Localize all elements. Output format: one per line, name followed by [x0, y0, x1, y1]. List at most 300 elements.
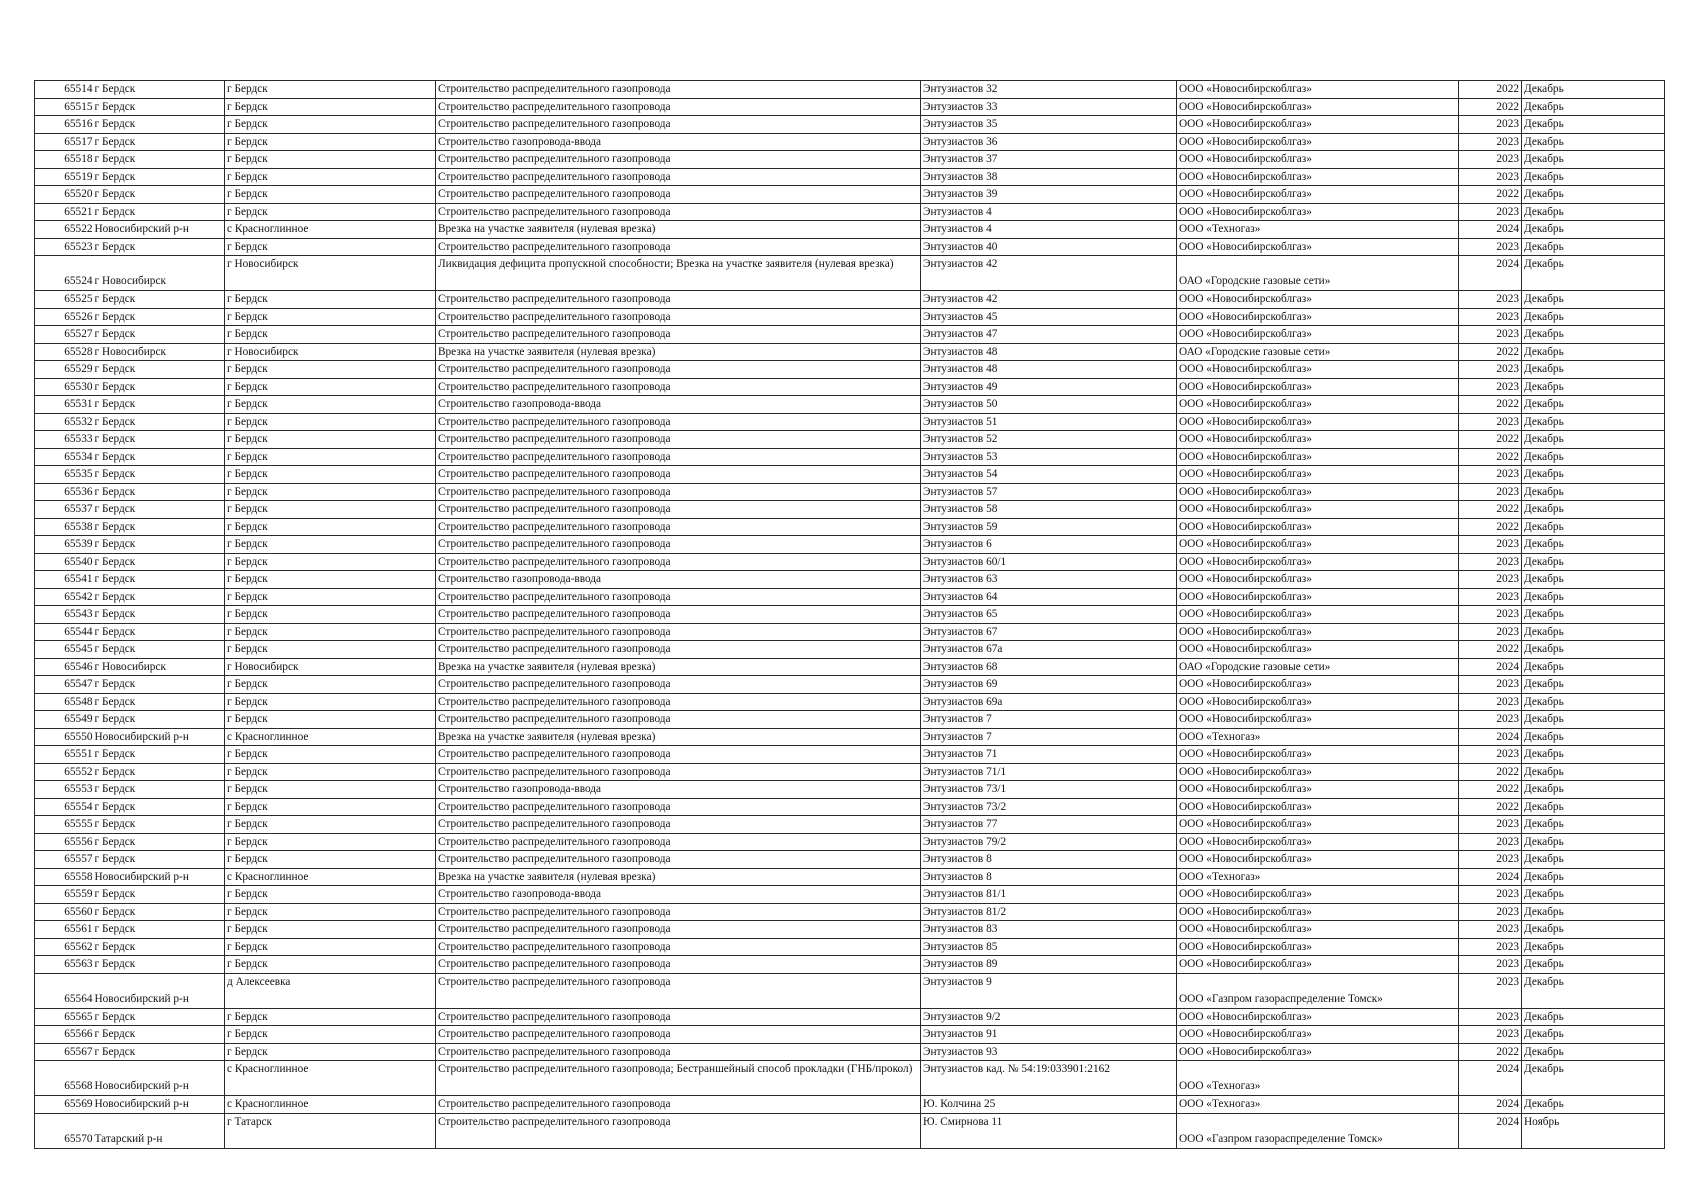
work-type-cell: Строительство распределительного газопровода: [436, 763, 921, 781]
row-id: 65524: [35, 256, 94, 291]
work-type-cell: Строительство распределительного газопровода: [436, 903, 921, 921]
address-cell: Энтузиастов 57: [921, 483, 1177, 501]
organization-cell: ООО «Новосибирскоблгаз»: [1177, 308, 1459, 326]
address-cell: Энтузиастов 36: [921, 133, 1177, 151]
table-row: [35, 151, 1665, 169]
locality-cell: г Бердск: [225, 903, 436, 921]
organization-cell: ООО «Новосибирскоблгаз»: [1177, 938, 1459, 956]
locality-cell: г Бердск: [225, 168, 436, 186]
year-cell: 2024: [1459, 868, 1522, 886]
row-id: 65555: [35, 816, 94, 834]
year-cell: 2023: [1459, 168, 1522, 186]
row-id: 65534: [35, 448, 94, 466]
table-row: [35, 973, 1665, 1008]
address-cell: Энтузиастов 52: [921, 431, 1177, 449]
row-id: 65570: [35, 1113, 94, 1148]
district-cell: г Бердск: [94, 308, 225, 326]
address-cell: Энтузиастов 7: [921, 728, 1177, 746]
year-cell: 2023: [1459, 553, 1522, 571]
address-cell: Энтузиастов 93: [921, 1043, 1177, 1061]
organization-cell: ООО «Новосибирскоблгаз»: [1177, 133, 1459, 151]
year-cell: 2023: [1459, 536, 1522, 554]
work-type-cell: Строительство распределительного газопровода: [436, 151, 921, 169]
year-cell: 2023: [1459, 361, 1522, 379]
row-id: 65566: [35, 1026, 94, 1044]
district-cell: г Бердск: [94, 798, 225, 816]
year-cell: 2022: [1459, 343, 1522, 361]
year-cell: 2023: [1459, 746, 1522, 764]
locality-cell: г Бердск: [225, 956, 436, 974]
work-type-cell: Строительство газопровода-ввода: [436, 396, 921, 414]
organization-cell: ООО «Новосибирскоблгаз»: [1177, 431, 1459, 449]
address-cell: Энтузиастов 85: [921, 938, 1177, 956]
locality-cell: г Бердск: [225, 431, 436, 449]
work-type-cell: Строительство газопровода-ввода: [436, 886, 921, 904]
organization-cell: ООО «Новосибирскоблгаз»: [1177, 396, 1459, 414]
locality-cell: с Красноглинное: [225, 868, 436, 886]
organization-cell: ОАО «Городские газовые сети»: [1177, 256, 1459, 291]
year-cell: 2023: [1459, 693, 1522, 711]
work-type-cell: Строительство распределительного газопровода: [436, 448, 921, 466]
organization-cell: ООО «Новосибирскоблгаз»: [1177, 921, 1459, 939]
district-cell: г Бердск: [94, 1008, 225, 1026]
district-cell: Новосибирский р-н: [94, 868, 225, 886]
address-cell: Энтузиастов 83: [921, 921, 1177, 939]
address-cell: Энтузиастов 63: [921, 571, 1177, 589]
row-id: 65564: [35, 973, 94, 1008]
year-cell: 2023: [1459, 378, 1522, 396]
address-cell: Энтузиастов 67: [921, 623, 1177, 641]
address-cell: Энтузиастов 59: [921, 518, 1177, 536]
row-id: 65559: [35, 886, 94, 904]
district-cell: Татарский р-н: [94, 1113, 225, 1148]
organization-cell: ООО «Новосибирскоблгаз»: [1177, 98, 1459, 116]
locality-cell: г Бердск: [225, 203, 436, 221]
month-cell: Декабрь: [1522, 168, 1665, 186]
year-cell: 2022: [1459, 186, 1522, 204]
year-cell: 2022: [1459, 798, 1522, 816]
work-type-cell: Строительство распределительного газопровода: [436, 501, 921, 519]
district-cell: г Бердск: [94, 518, 225, 536]
month-cell: Декабрь: [1522, 1026, 1665, 1044]
work-type-cell: Строительство распределительного газопровода: [436, 816, 921, 834]
locality-cell: г Новосибирск: [225, 658, 436, 676]
address-cell: Энтузиастов 6: [921, 536, 1177, 554]
locality-cell: г Бердск: [225, 798, 436, 816]
table-row: [35, 1096, 1665, 1114]
table-row: [35, 711, 1665, 729]
table-row: [35, 798, 1665, 816]
address-cell: Энтузиастов 40: [921, 238, 1177, 256]
locality-cell: г Бердск: [225, 518, 436, 536]
address-cell: Энтузиастов 73/2: [921, 798, 1177, 816]
table-row: [35, 886, 1665, 904]
organization-cell: ООО «Новосибирскоблгаз»: [1177, 1026, 1459, 1044]
table-row: [35, 903, 1665, 921]
district-cell: г Бердск: [94, 291, 225, 309]
work-type-cell: Строительство распределительного газопровода: [436, 326, 921, 344]
row-id: 65528: [35, 343, 94, 361]
address-cell: Энтузиастов 33: [921, 98, 1177, 116]
work-type-cell: Строительство распределительного газопровода: [436, 1008, 921, 1026]
work-type-cell: Строительство распределительного газопровода: [436, 518, 921, 536]
year-cell: 2023: [1459, 1008, 1522, 1026]
year-cell: 2023: [1459, 956, 1522, 974]
work-type-cell: Строительство распределительного газопровода: [436, 466, 921, 484]
year-cell: 2023: [1459, 413, 1522, 431]
organization-cell: ООО «Новосибирскоблгаз»: [1177, 956, 1459, 974]
month-cell: Декабрь: [1522, 763, 1665, 781]
organization-cell: ООО «Новосибирскоблгаз»: [1177, 676, 1459, 694]
locality-cell: с Красноглинное: [225, 221, 436, 239]
row-id: 65554: [35, 798, 94, 816]
month-cell: Декабрь: [1522, 308, 1665, 326]
table-row: [35, 396, 1665, 414]
table-row: [35, 623, 1665, 641]
organization-cell: ООО «Новосибирскоблгаз»: [1177, 151, 1459, 169]
organization-cell: ООО «Новосибирскоблгаз»: [1177, 693, 1459, 711]
month-cell: Декабрь: [1522, 571, 1665, 589]
work-type-cell: Строительство распределительного газопровода: [436, 641, 921, 659]
organization-cell: ООО «Новосибирскоблгаз»: [1177, 116, 1459, 134]
month-cell: Декабрь: [1522, 501, 1665, 519]
work-type-cell: Строительство распределительного газопровода: [436, 1043, 921, 1061]
row-id: 65545: [35, 641, 94, 659]
address-cell: Энтузиастов кад. № 54:19:033901:2162: [921, 1061, 1177, 1096]
locality-cell: г Бердск: [225, 308, 436, 326]
organization-cell: ООО «Техногаз»: [1177, 728, 1459, 746]
table-row: [35, 816, 1665, 834]
district-cell: г Бердск: [94, 168, 225, 186]
table-row: [35, 291, 1665, 309]
organization-cell: ООО «Новосибирскоблгаз»: [1177, 781, 1459, 799]
year-cell: 2024: [1459, 728, 1522, 746]
year-cell: 2023: [1459, 483, 1522, 501]
address-cell: Энтузиастов 81/1: [921, 886, 1177, 904]
work-type-cell: Врезка на участке заявителя (нулевая врезка): [436, 343, 921, 361]
locality-cell: г Бердск: [225, 938, 436, 956]
work-type-cell: Строительство распределительного газопровода: [436, 938, 921, 956]
year-cell: 2023: [1459, 466, 1522, 484]
address-cell: Энтузиастов 50: [921, 396, 1177, 414]
district-cell: г Бердск: [94, 448, 225, 466]
month-cell: Декабрь: [1522, 676, 1665, 694]
year-cell: 2023: [1459, 326, 1522, 344]
row-id: 65565: [35, 1008, 94, 1026]
month-cell: Декабрь: [1522, 938, 1665, 956]
address-cell: Энтузиастов 4: [921, 203, 1177, 221]
row-id: 65519: [35, 168, 94, 186]
row-id: 65558: [35, 868, 94, 886]
table-row: [35, 693, 1665, 711]
row-id: 65517: [35, 133, 94, 151]
address-cell: Энтузиастов 9/2: [921, 1008, 1177, 1026]
month-cell: Декабрь: [1522, 833, 1665, 851]
table-row: [35, 851, 1665, 869]
month-cell: Декабрь: [1522, 816, 1665, 834]
locality-cell: г Бердск: [225, 186, 436, 204]
table-row: [35, 1113, 1665, 1148]
district-cell: г Бердск: [94, 186, 225, 204]
row-id: 65523: [35, 238, 94, 256]
address-cell: Ю. Колчина 25: [921, 1096, 1177, 1114]
district-cell: г Бердск: [94, 466, 225, 484]
month-cell: Декабрь: [1522, 98, 1665, 116]
locality-cell: с Красноглинное: [225, 1061, 436, 1096]
address-cell: Энтузиастов 45: [921, 308, 1177, 326]
locality-cell: г Бердск: [225, 291, 436, 309]
address-cell: Энтузиастов 32: [921, 81, 1177, 99]
table-row: [35, 781, 1665, 799]
month-cell: Декабрь: [1522, 798, 1665, 816]
work-type-cell: Строительство распределительного газопровода: [436, 851, 921, 869]
row-id: 65560: [35, 903, 94, 921]
locality-cell: г Бердск: [225, 116, 436, 134]
work-type-cell: Строительство распределительного газопровода: [436, 956, 921, 974]
year-cell: 2022: [1459, 501, 1522, 519]
address-cell: Энтузиастов 4: [921, 221, 1177, 239]
district-cell: г Бердск: [94, 483, 225, 501]
organization-cell: ООО «Новосибирскоблгаз»: [1177, 203, 1459, 221]
year-cell: 2022: [1459, 431, 1522, 449]
row-id: 65552: [35, 763, 94, 781]
district-cell: г Бердск: [94, 553, 225, 571]
row-id: 65520: [35, 186, 94, 204]
row-id: 65551: [35, 746, 94, 764]
locality-cell: с Красноглинное: [225, 1096, 436, 1114]
organization-cell: ООО «Новосибирскоблгаз»: [1177, 588, 1459, 606]
locality-cell: г Новосибирск: [225, 256, 436, 291]
year-cell: 2023: [1459, 116, 1522, 134]
row-id: 65518: [35, 151, 94, 169]
locality-cell: с Красноглинное: [225, 728, 436, 746]
year-cell: 2023: [1459, 571, 1522, 589]
organization-cell: ООО «Новосибирскоблгаз»: [1177, 81, 1459, 99]
table-row: [35, 553, 1665, 571]
work-type-cell: Строительство распределительного газопровода: [436, 711, 921, 729]
address-cell: Энтузиастов 51: [921, 413, 1177, 431]
month-cell: Декабрь: [1522, 728, 1665, 746]
address-cell: Энтузиастов 42: [921, 291, 1177, 309]
table-row: [35, 343, 1665, 361]
work-type-cell: Строительство распределительного газопровода: [436, 676, 921, 694]
work-type-cell: Врезка на участке заявителя (нулевая врезка): [436, 868, 921, 886]
row-id: 65529: [35, 361, 94, 379]
district-cell: г Бердск: [94, 956, 225, 974]
locality-cell: г Бердск: [225, 536, 436, 554]
month-cell: Декабрь: [1522, 606, 1665, 624]
locality-cell: г Бердск: [225, 588, 436, 606]
month-cell: Декабрь: [1522, 693, 1665, 711]
district-cell: г Бердск: [94, 413, 225, 431]
district-cell: г Новосибирск: [94, 343, 225, 361]
locality-cell: г Бердск: [225, 746, 436, 764]
table-row: [35, 308, 1665, 326]
month-cell: Декабрь: [1522, 221, 1665, 239]
year-cell: 2023: [1459, 833, 1522, 851]
table-row: [35, 81, 1665, 99]
locality-cell: г Бердск: [225, 378, 436, 396]
locality-cell: г Бердск: [225, 413, 436, 431]
month-cell: Декабрь: [1522, 431, 1665, 449]
organization-cell: ООО «Техногаз»: [1177, 221, 1459, 239]
work-type-cell: Строительство распределительного газопровода: [436, 238, 921, 256]
year-cell: 2023: [1459, 816, 1522, 834]
work-type-cell: Строительство распределительного газопровода: [436, 413, 921, 431]
year-cell: 2022: [1459, 396, 1522, 414]
locality-cell: д Алексеевка: [225, 973, 436, 1008]
organization-cell: ООО «Техногаз»: [1177, 868, 1459, 886]
table-row: [35, 956, 1665, 974]
district-cell: г Бердск: [94, 1043, 225, 1061]
month-cell: Декабрь: [1522, 781, 1665, 799]
month-cell: Декабрь: [1522, 623, 1665, 641]
locality-cell: г Бердск: [225, 326, 436, 344]
organization-cell: ООО «Новосибирскоблгаз»: [1177, 886, 1459, 904]
table-row: [35, 1026, 1665, 1044]
address-cell: Энтузиастов 54: [921, 466, 1177, 484]
row-id: 65537: [35, 501, 94, 519]
organization-cell: ОАО «Городские газовые сети»: [1177, 658, 1459, 676]
month-cell: Декабрь: [1522, 956, 1665, 974]
locality-cell: г Бердск: [225, 483, 436, 501]
work-type-cell: Строительство распределительного газопровода: [436, 361, 921, 379]
locality-cell: г Бердск: [225, 606, 436, 624]
district-cell: г Бердск: [94, 396, 225, 414]
organization-cell: ООО «Газпром газораспределение Томск»: [1177, 1113, 1459, 1148]
district-cell: г Бердск: [94, 1026, 225, 1044]
locality-cell: г Бердск: [225, 396, 436, 414]
organization-cell: ООО «Новосибирскоблгаз»: [1177, 168, 1459, 186]
organization-cell: ООО «Новосибирскоблгаз»: [1177, 518, 1459, 536]
month-cell: Декабрь: [1522, 641, 1665, 659]
month-cell: Декабрь: [1522, 868, 1665, 886]
month-cell: Декабрь: [1522, 396, 1665, 414]
table-row: [35, 361, 1665, 379]
locality-cell: г Новосибирск: [225, 343, 436, 361]
month-cell: Декабрь: [1522, 378, 1665, 396]
year-cell: 2024: [1459, 658, 1522, 676]
locality-cell: г Бердск: [225, 151, 436, 169]
district-cell: г Бердск: [94, 151, 225, 169]
district-cell: г Бердск: [94, 938, 225, 956]
address-cell: Энтузиастов 7: [921, 711, 1177, 729]
locality-cell: г Бердск: [225, 676, 436, 694]
table-row: [35, 588, 1665, 606]
month-cell: Декабрь: [1522, 238, 1665, 256]
month-cell: Декабрь: [1522, 151, 1665, 169]
year-cell: 2024: [1459, 1061, 1522, 1096]
work-type-cell: Строительство распределительного газопровода: [436, 973, 921, 1008]
work-type-cell: Строительство распределительного газопровода; Бестраншейный способ прокладки (ГНБ/прокол): [436, 1061, 921, 1096]
month-cell: Декабрь: [1522, 483, 1665, 501]
year-cell: 2023: [1459, 203, 1522, 221]
year-cell: 2023: [1459, 133, 1522, 151]
address-cell: Энтузиастов 69: [921, 676, 1177, 694]
month-cell: Декабрь: [1522, 658, 1665, 676]
district-cell: г Новосибирск: [94, 658, 225, 676]
address-cell: Энтузиастов 35: [921, 116, 1177, 134]
district-cell: г Бердск: [94, 606, 225, 624]
month-cell: Декабрь: [1522, 588, 1665, 606]
table-row: [35, 746, 1665, 764]
organization-cell: ООО «Новосибирскоблгаз»: [1177, 413, 1459, 431]
work-type-cell: Строительство распределительного газопровода: [436, 308, 921, 326]
table-row: [35, 763, 1665, 781]
district-cell: г Бердск: [94, 203, 225, 221]
row-id: 65525: [35, 291, 94, 309]
organization-cell: ООО «Новосибирскоблгаз»: [1177, 186, 1459, 204]
year-cell: 2023: [1459, 238, 1522, 256]
table-row: [35, 536, 1665, 554]
organization-cell: ООО «Газпром газораспределение Томск»: [1177, 973, 1459, 1008]
address-cell: Энтузиастов 38: [921, 168, 1177, 186]
row-id: 65530: [35, 378, 94, 396]
organization-cell: ООО «Новосибирскоблгаз»: [1177, 746, 1459, 764]
table-row: [35, 448, 1665, 466]
locality-cell: г Бердск: [225, 833, 436, 851]
work-type-cell: Строительство распределительного газопровода: [436, 1096, 921, 1114]
row-id: 65535: [35, 466, 94, 484]
table-row: [35, 676, 1665, 694]
district-cell: г Бердск: [94, 378, 225, 396]
district-cell: г Бердск: [94, 816, 225, 834]
month-cell: Декабрь: [1522, 413, 1665, 431]
year-cell: 2022: [1459, 518, 1522, 536]
district-cell: г Бердск: [94, 711, 225, 729]
month-cell: Декабрь: [1522, 851, 1665, 869]
row-id: 65562: [35, 938, 94, 956]
year-cell: 2023: [1459, 151, 1522, 169]
row-id: 65548: [35, 693, 94, 711]
table-row: [35, 518, 1665, 536]
month-cell: Декабрь: [1522, 1061, 1665, 1096]
table-row: [35, 728, 1665, 746]
locality-cell: г Бердск: [225, 781, 436, 799]
district-cell: г Бердск: [94, 133, 225, 151]
district-cell: г Бердск: [94, 98, 225, 116]
address-cell: Энтузиастов 37: [921, 151, 1177, 169]
table-row: [35, 256, 1665, 291]
row-id: 65532: [35, 413, 94, 431]
district-cell: г Бердск: [94, 116, 225, 134]
table-row: [35, 238, 1665, 256]
address-cell: Энтузиастов 69а: [921, 693, 1177, 711]
locality-cell: г Бердск: [225, 1043, 436, 1061]
organization-cell: ООО «Новосибирскоблгаз»: [1177, 711, 1459, 729]
month-cell: Декабрь: [1522, 1043, 1665, 1061]
year-cell: 2022: [1459, 641, 1522, 659]
work-type-cell: Строительство распределительного газопровода: [436, 798, 921, 816]
organization-cell: ООО «Новосибирскоблгаз»: [1177, 798, 1459, 816]
month-cell: Декабрь: [1522, 81, 1665, 99]
organization-cell: ООО «Новосибирскоблгаз»: [1177, 291, 1459, 309]
table-row: [35, 641, 1665, 659]
row-id: 65547: [35, 676, 94, 694]
year-cell: 2024: [1459, 221, 1522, 239]
month-cell: Ноябрь: [1522, 1113, 1665, 1148]
table-row: [35, 431, 1665, 449]
row-id: 65544: [35, 623, 94, 641]
year-cell: 2023: [1459, 291, 1522, 309]
district-cell: Новосибирский р-н: [94, 221, 225, 239]
row-id: 65533: [35, 431, 94, 449]
work-type-cell: Строительство распределительного газопровода: [436, 1026, 921, 1044]
organization-cell: ОАО «Городские газовые сети»: [1177, 343, 1459, 361]
year-cell: 2024: [1459, 1113, 1522, 1148]
row-id: 65563: [35, 956, 94, 974]
table-row: [35, 501, 1665, 519]
